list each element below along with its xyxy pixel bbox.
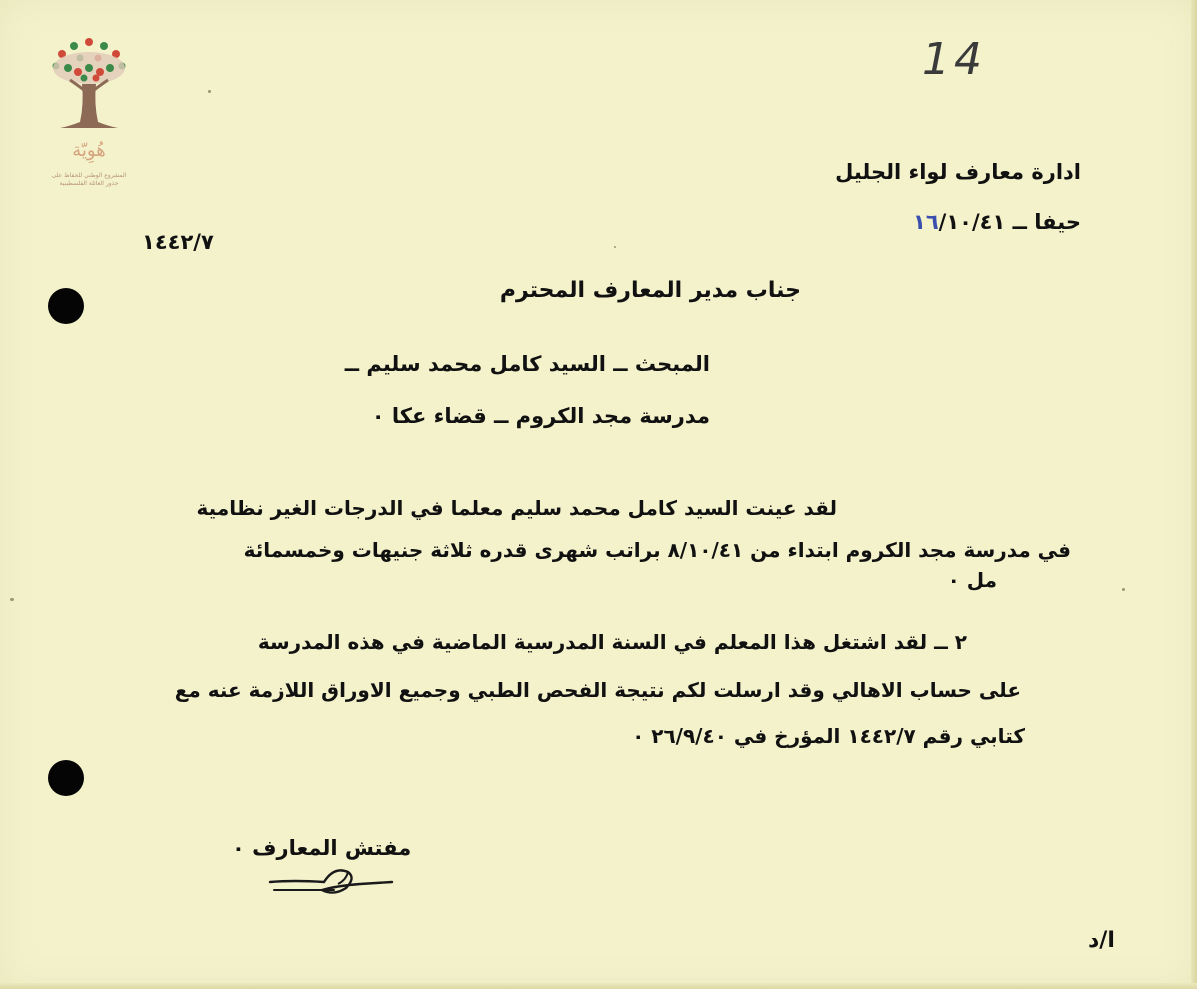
scan-speck	[208, 90, 211, 93]
salutation: جناب مدير المعارف المحترم	[499, 278, 801, 303]
place-and-date	[913, 210, 1081, 234]
logo-wordmark: هُوِيّة	[72, 140, 106, 161]
logo-caption	[40, 172, 138, 188]
date-separator: ــ	[1005, 210, 1027, 234]
issuing-office: ادارة معارف لواء الجليل	[835, 160, 1081, 184]
body-paragraph-2-line-3: كتابي رقم ١٤٤٢/٧ المؤرخ في ٢٦/٩/٤٠ ٠	[632, 724, 1025, 748]
subject-line-1: المبحث ــ السيد كامل محمد سليم ــ	[344, 352, 710, 376]
tree-logo-icon	[44, 34, 134, 138]
date-day-handwritten: ١٦	[913, 210, 939, 234]
city: حيفا	[1034, 210, 1081, 234]
scan-speck	[1122, 588, 1125, 591]
punch-hole-bottom	[48, 760, 84, 796]
page-marker: ا/د	[1088, 928, 1115, 953]
archive-page-number: 14	[922, 34, 986, 85]
page-edge-right	[1191, 0, 1197, 989]
body-paragraph-2-line-2: على حساب الاهالي وقد ارسلت لكم نتيجة الفحص الطبي وجميع الاوراق اللازمة عنه مع	[174, 678, 1021, 702]
body-paragraph-1-line-2: في مدرسة مجد الكروم ابتداء من ٨/١٠/٤١ براتب شهرى قدره ثلاثة جنيهات وخمسمائة	[243, 538, 1071, 562]
logo-caption-line1: المشروع الوطني للحفاظ على	[51, 172, 127, 179]
body-paragraph-1-line-3: مل ٠	[947, 568, 997, 592]
signature-title: مفتش المعارف ٠	[232, 836, 412, 860]
scan-speck	[614, 246, 616, 248]
date-rest: ١٠/٤١	[946, 210, 1006, 234]
body-paragraph-2-line-1: ٢ ــ لقد اشتغل هذا المعلم في السنة المدرسية الماضية في هذه المدرسة	[257, 630, 967, 654]
logo-caption-line2: جذور العائلة الفلسطينية	[59, 180, 119, 187]
subject-line-2: مدرسة مجد الكروم ــ قضاء عكا ٠	[371, 404, 710, 428]
reference-number: ١٤٤٢/٧	[142, 230, 214, 254]
page-edge-bottom	[0, 983, 1197, 989]
body-paragraph-1-line-1: لقد عينت السيد كامل محمد سليم معلما في الدرجات الغير نظامية	[196, 496, 837, 520]
scan-speck	[10, 598, 14, 601]
date-slash: /	[938, 210, 947, 234]
punch-hole-top	[48, 288, 84, 324]
archive-logo	[44, 34, 134, 194]
handwritten-signature-icon	[264, 860, 404, 906]
